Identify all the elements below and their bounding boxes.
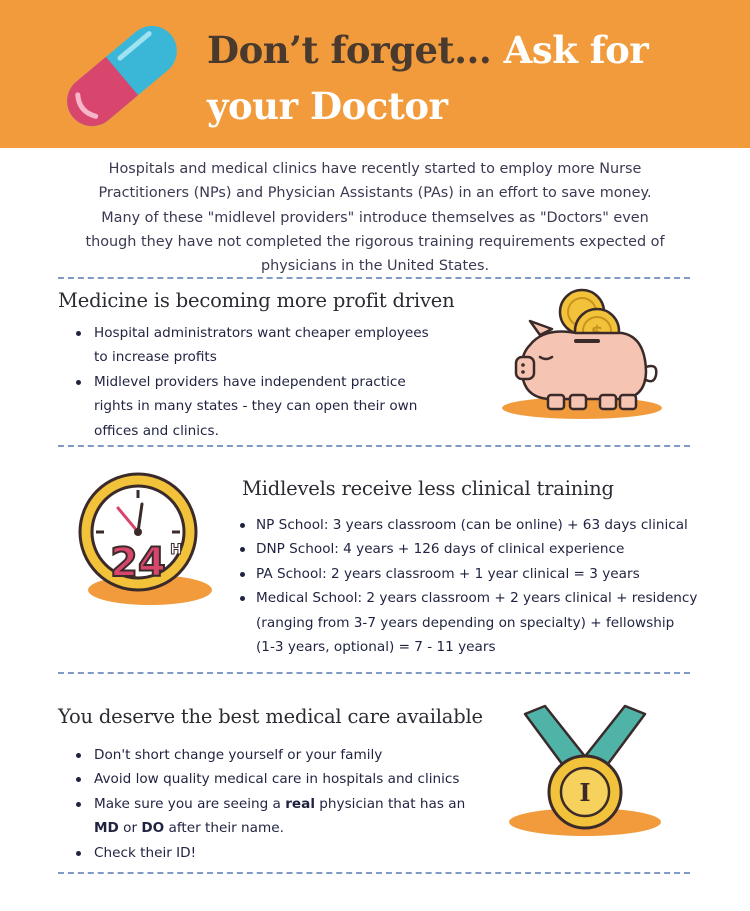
section-divider: [58, 277, 690, 279]
section-heading-profit: Medicine is becoming more profit driven: [58, 289, 455, 312]
clock-label: 24: [110, 540, 166, 586]
training-bullet-list: [240, 513, 740, 659]
intro-paragraph: Hospitals and medical clinics have recently started to employ more Nurse Practitioners (NPs) and Physician Assistants (PAs) in an effort to save money. Many of these "midlevel providers" introduce themselves as "Doctors" even though they have not completed the rigorous training requirements expected of physicians in the United States.: [85, 161, 665, 275]
list-item: Medical School: 2 years classroom + 2 years clinical + residency (ranging from 3-7 years depending on specialty) + fellowship (1-3 years, optional) = 7 - 11 years: [240, 586, 740, 659]
section-heading-training: Midlevels receive less clinical training: [242, 477, 614, 500]
care-bullet-list: [76, 743, 516, 865]
list-item: Make sure you are seeing a real physician that has an MD or DO after their name.: [76, 792, 516, 841]
profit-bullet-list: [76, 321, 496, 443]
list-item: Check their ID!: [76, 841, 516, 865]
header-banner: [0, 0, 750, 148]
list-item: PA School: 2 years classroom + 1 year clinical = 3 years: [240, 562, 740, 586]
section-divider: [58, 672, 690, 674]
section-divider: [58, 445, 690, 447]
page-title: Don’t forget... Ask for your Doctor: [207, 28, 649, 128]
section-divider: [58, 872, 690, 874]
list-item: Avoid low quality medical care in hospitals and clinics: [76, 767, 516, 791]
list-item: Hospital administrators want cheaper employees to increase profits: [76, 321, 496, 370]
medal-label: I: [579, 778, 591, 807]
clock-suffix: H: [170, 542, 182, 558]
list-item: Don't short change yourself or your family: [76, 743, 516, 767]
pill-capsule-icon: [52, 6, 192, 146]
piggy-bank-icon: [500, 285, 665, 425]
medal-icon: [505, 702, 665, 842]
list-item: NP School: 3 years classroom (can be online) + 63 days clinical: [240, 513, 740, 537]
clock-24h-icon: [58, 470, 218, 615]
list-item: DNP School: 4 years + 126 days of clinical experience: [240, 537, 740, 561]
section-heading-care: You deserve the best medical care available: [58, 705, 483, 728]
list-item: Midlevel providers have independent practice rights in many states - they can open their own offices and clinics.: [76, 370, 496, 443]
